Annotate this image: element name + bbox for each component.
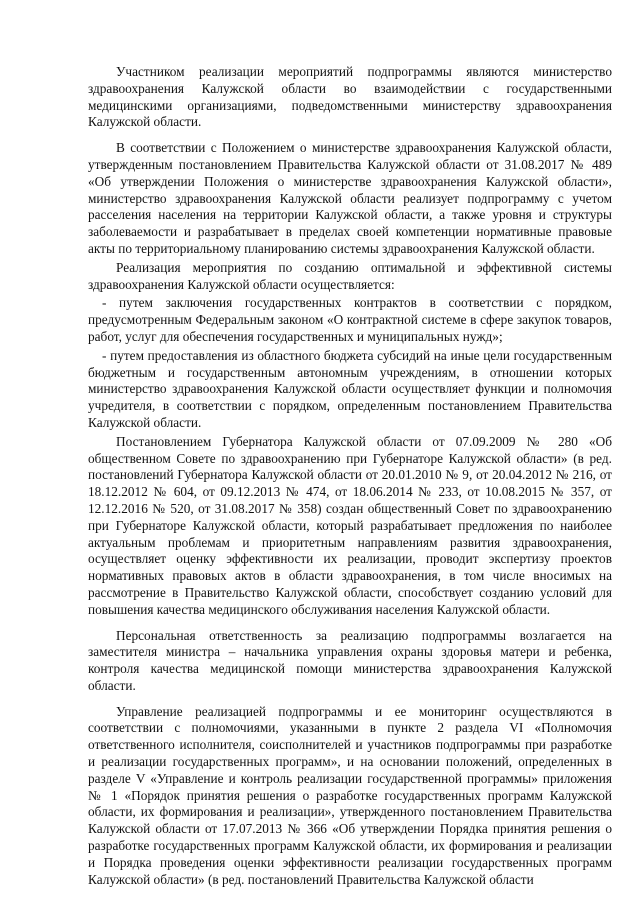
document-body [88,64,612,890]
paragraph-responsibility: Персональная ответственность за реализацию подпрограммы возлагается на заместителя министра – начальника управления охраны здоровья матери и ребенка, контроля качества медицинской помощи министерства здравоохранения Калужской области. [88,627,612,693]
paragraph-public-council: Постановлением Губернатора Калужской области от 07.09.2009 № 280 «Об общественном Совете по здравоохранению при Губернаторе Калужской области» (в ред. постановлений Губернатора Калужской области от 20.01.2010 № 9, от 20.04.2012 № 216, от 18.12.2012 № 604, от 09.12.2013 № 474, от 18.06.2014 № 233, от 10.08.2015 № 357, от 12.12.2016 № 520, от 31.08.2017 № 358) создан общественный Совет по здравоохранению при Губернаторе Калужской области, который разрабатывает предложения по наиболее актуальным проблемам и приоритетным направлениям развития здравоохранения, осуществляет оценку эффективности их реализации, проводит экспертизу проектов нормативных правовых актов в области здравоохранения, в том числе вносимых на рассмотрение в Правительство Калужской области, способствует созданию условий для повышения качества медицинского обслуживания населения Калужской области. [88,433,612,617]
paragraph-bullet-contracts: - путем заключения государственных контрактов в соответствии с порядком, предусмотренным Федеральным законом «О контрактной системе в сфере закупок товаров, работ, услуг для обеспечения государственных и муниципальных нужд»; [88,295,612,344]
paragraph-bullet-subsidies: - путем предоставления из областного бюджета субсидий на иные цели государственным бюджетным и государственным автономным учреждениям, в отношении которых министерство здравоохранения Калужской области осуществляет функции и полномочия учредителя, в соответствии с порядком, определенным постановлением Правительства Калужской области. [88,347,612,430]
paragraph-participants: Участником реализации мероприятий подпрограммы являются министерство здравоохранения Калужской области во взаимодействии с государственными медицинскими организациями, подведомственными министерству здравоохранения Калужской области. [88,64,612,130]
paragraph-management: Управление реализацией подпрограммы и ее мониторинг осуществляются в соответствии с полномочиями, указанными в пункте 2 раздела VI «Полномочия ответственного исполнителя, соисполнителей и участников подпрограммы при разработке и реализации государственных программ», и на основании положений, определенных в разделе V «Управление и контроль реализации государственной программы» приложения № 1 «Порядок принятия решения о разработке государственных программ Калужской области, их формирования и реализации», утвержденного постановлением Правительства Калужской области от 17.07.2013 № 366 «Об утверждении Порядка принятия решения о разработке государственных программ Калужской области, их формирования и реализации и Порядка проведения оценки эффективности реализации государственных программ Калужской области» (в ред. постановлений Правительства Калужской области [88,703,612,887]
paragraph-regulation: В соответствии с Положением о министерстве здравоохранения Калужской области, утвержденным постановлением Правительства Калужской области от 31.08.2017 № 489 «Об утверждении Положения о министерстве здравоохранения Калужской области», министерство здравоохранения Калужской области реализует подпрограмму с учетом расселения населения на территории Калужской области, а также уровня и структуры заболеваемости и разрабатывает в пределах своей компетенции нормативные правовые акты по территориальному планированию системы здравоохранения Калужской области. [88,140,612,256]
paragraph-implementation-intro: Реализация мероприятия по созданию оптимальной и эффективной системы здравоохранения Калужской области осуществляется: [88,259,612,292]
